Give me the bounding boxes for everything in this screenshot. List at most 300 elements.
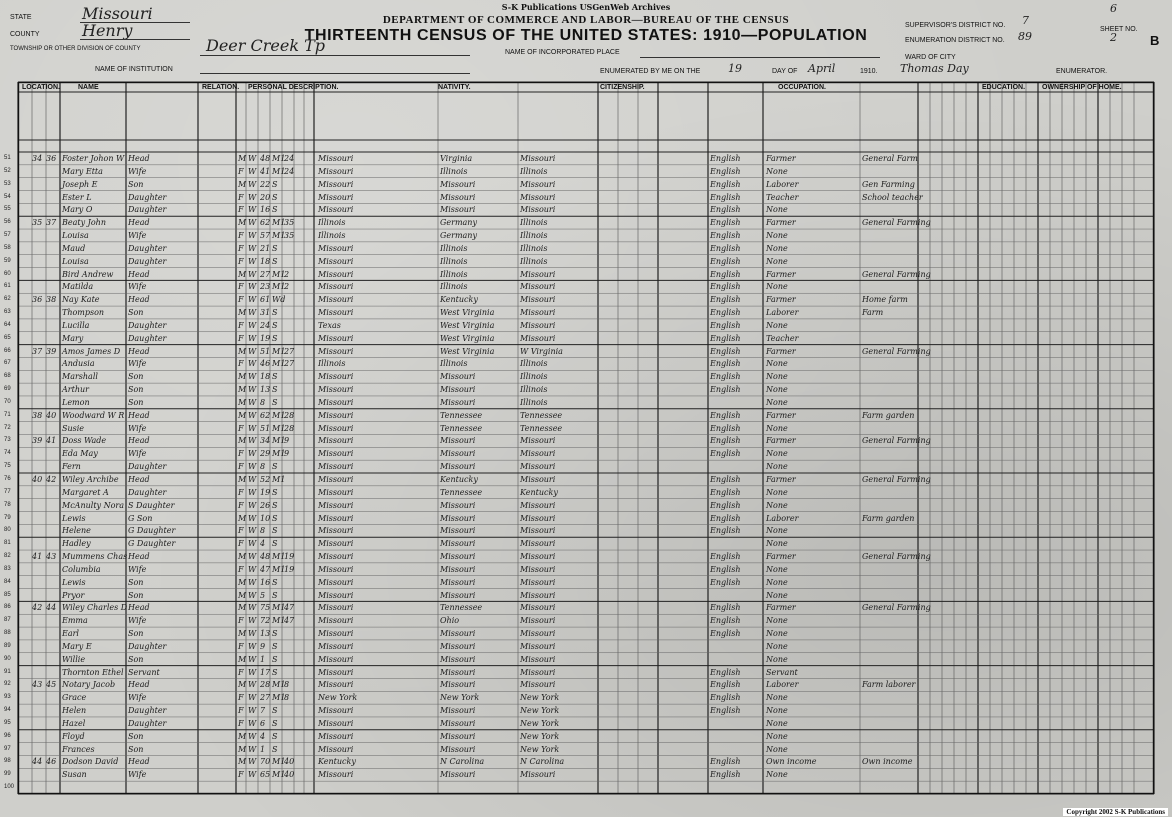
- cell-fbirth: Missouri: [440, 629, 476, 639]
- cell-lang: English: [710, 410, 741, 420]
- cell-mbirth: Illinois: [520, 218, 548, 228]
- cell-mbirth: New York: [520, 706, 560, 716]
- cell-name: Floyd: [62, 731, 85, 741]
- cell-ind: [862, 577, 918, 589]
- cell-ms: M1: [272, 475, 286, 484]
- cell-lang: English: [710, 154, 741, 163]
- cell-age: 34: [260, 436, 271, 446]
- cell-age: 27: [260, 269, 271, 279]
- cell-yrs: [284, 718, 296, 730]
- row-number: 69: [4, 386, 11, 393]
- cell-fam: [46, 615, 60, 627]
- cell-ind: [862, 654, 918, 666]
- cell-yrs: [284, 513, 296, 525]
- cell-race: W: [248, 295, 257, 305]
- cell-name: Woodward W R: [62, 410, 125, 420]
- cell-occ: None: [766, 449, 788, 459]
- cell-fam: [46, 654, 60, 666]
- cell-yrs: [284, 371, 296, 383]
- column-header: CITIZENSHIP.: [600, 84, 645, 91]
- cell-yrs: 27: [284, 346, 295, 356]
- cell-age: 47: [260, 564, 271, 574]
- cell-age: 20: [260, 192, 271, 202]
- cell-birth: Missouri: [318, 539, 354, 549]
- cell-dw: [32, 654, 46, 666]
- cell-age: 4: [260, 539, 266, 549]
- cell-mbirth: Missouri: [520, 475, 556, 484]
- cell-mbirth: Missouri: [520, 603, 556, 613]
- cell-rel: Son: [128, 577, 144, 587]
- cell-dw: 43: [32, 680, 43, 690]
- cell-rel: Head: [128, 154, 150, 163]
- cell-race: [248, 782, 258, 794]
- cell-mbirth: Missouri: [520, 539, 556, 549]
- cell-rel: Wife: [128, 166, 147, 176]
- cell-fam: 45: [46, 680, 57, 690]
- cell-age: 22: [260, 179, 271, 189]
- cell-occ: Farmer: [766, 269, 796, 279]
- cell-mbirth: Missouri: [520, 667, 556, 677]
- cell-birth: Missouri: [318, 205, 354, 215]
- cell-sex: M: [238, 269, 247, 279]
- cell-age: 26: [260, 500, 271, 510]
- cell-birth: Missouri: [318, 462, 354, 472]
- cell-fbirth: Missouri: [440, 192, 476, 202]
- cell-age: 23: [260, 282, 271, 292]
- cell-age: 48: [260, 154, 271, 163]
- cell-lang: English: [710, 487, 741, 497]
- cell-name: Thompson: [62, 308, 105, 318]
- cell-fam: [46, 500, 60, 512]
- cell-occ: Farmer: [766, 552, 796, 562]
- cell-age: 19: [260, 333, 271, 343]
- cell-occ: Teacher: [766, 333, 799, 343]
- cell-fbirth: Germany: [440, 218, 477, 228]
- cell-ind: [862, 615, 918, 627]
- cell-ms: M1: [272, 231, 286, 241]
- cell-occ: None: [766, 590, 788, 600]
- cell-occ: Farmer: [766, 603, 796, 613]
- row-number: 100: [4, 784, 15, 791]
- cell-fbirth: Missouri: [440, 513, 476, 523]
- cell-fbirth: Missouri: [440, 397, 476, 407]
- institution-label: NAME OF INSTITUTION: [95, 66, 173, 73]
- cell-age: 65: [260, 770, 271, 780]
- enumeration-district-label: ENUMERATION DISTRICT NO.: [905, 37, 1005, 44]
- cell-dw: [32, 166, 46, 178]
- cell-fbirth: Missouri: [440, 731, 476, 741]
- cell-fbirth: New York: [440, 693, 480, 703]
- cell-occ: None: [766, 500, 788, 510]
- cell-lang: English: [710, 616, 741, 626]
- cell-ind: General Farming: [862, 436, 931, 446]
- cell-ms: M1: [272, 680, 286, 690]
- cell-rel: S Daughter: [128, 500, 175, 510]
- cell-sex: F: [238, 295, 244, 305]
- cell-yrs: [284, 628, 296, 640]
- cell-occ: None: [766, 205, 788, 215]
- cell-dw: 35: [32, 218, 43, 228]
- cell-ind: [862, 333, 918, 345]
- cell-ms: S: [272, 487, 278, 497]
- cell-birth: Missouri: [318, 346, 354, 356]
- cell-age: 52: [260, 475, 271, 484]
- cell-birth: Missouri: [318, 744, 354, 754]
- cell-race: W: [248, 513, 257, 523]
- cell-fbirth: Virginia: [440, 154, 473, 163]
- cell-ms: S: [272, 308, 278, 318]
- cell-mbirth: Missouri: [520, 449, 556, 459]
- cell-fbirth: Germany: [440, 231, 477, 241]
- cell-birth: Missouri: [318, 269, 354, 279]
- cell-birth: Missouri: [318, 526, 354, 536]
- cell-lang: English: [710, 320, 741, 330]
- cell-dw: [32, 461, 46, 473]
- cell-fbirth: Illinois: [440, 269, 468, 279]
- cell-age: 57: [260, 231, 271, 241]
- cell-name: Thornton Ethel: [62, 667, 124, 677]
- cell-rel: Head: [128, 346, 150, 356]
- cell-birth: Missouri: [318, 333, 354, 343]
- cell-race: W: [248, 231, 257, 241]
- cell-lang: English: [710, 295, 741, 305]
- cell-race: W: [248, 192, 257, 202]
- cell-lang: [710, 782, 762, 794]
- cell-name: Amos James D: [62, 346, 121, 356]
- cell-age: 24: [260, 320, 271, 330]
- cell-birth: Missouri: [318, 372, 354, 382]
- cell-ind: [862, 371, 918, 383]
- cell-ms: M1: [272, 218, 286, 228]
- cell-yrs: 19: [284, 564, 295, 574]
- cell-race: W: [248, 629, 257, 639]
- cell-fbirth: West Virginia: [440, 333, 495, 343]
- cell-occ: Farmer: [766, 410, 796, 420]
- cell-yrs: [284, 307, 296, 319]
- cell-name: Nay Kate: [62, 295, 100, 305]
- cell-occ: None: [766, 243, 788, 253]
- cell-race: W: [248, 603, 257, 613]
- cell-fam: [46, 269, 60, 281]
- column-header: RELATION.: [202, 84, 240, 91]
- cell-age: 70: [260, 757, 271, 767]
- cell-rel: Head: [128, 757, 150, 767]
- cell-lang: English: [710, 359, 741, 369]
- cell-yrs: 24: [284, 166, 295, 176]
- cell-birth: Missouri: [318, 731, 354, 741]
- cell-age: 13: [260, 385, 271, 395]
- cell-ms: S: [272, 706, 278, 716]
- cell-yrs: 35: [284, 231, 295, 241]
- cell-rel: Son: [128, 179, 144, 189]
- cell-ms: S: [272, 372, 278, 382]
- cell-age: 8: [260, 526, 266, 536]
- ward-label: WARD OF CITY: [905, 54, 956, 61]
- cell-dw: 41: [32, 552, 43, 562]
- cell-lang: English: [710, 706, 741, 716]
- cell-yrs: 47: [284, 616, 295, 626]
- row-number: 73: [4, 437, 11, 444]
- cell-yrs: [284, 487, 296, 499]
- cell-mbirth: Missouri: [520, 680, 556, 690]
- supervisor-number: 7: [1022, 14, 1029, 27]
- row-number: 93: [4, 694, 11, 701]
- cell-sex: M: [238, 475, 247, 484]
- cell-ms: M1: [272, 166, 286, 176]
- cell-mbirth: Missouri: [520, 192, 556, 202]
- cell-yrs: 9: [284, 436, 290, 446]
- cell-rel: G Daughter: [128, 526, 176, 536]
- cell-fbirth: Missouri: [440, 385, 476, 395]
- cell-dw: [32, 269, 46, 281]
- cell-ind: Farm garden: [862, 513, 915, 523]
- cell-race: W: [248, 243, 257, 253]
- cell-dw: [32, 667, 46, 679]
- cell-sex: F: [238, 192, 244, 202]
- cell-sex: F: [238, 770, 244, 780]
- cell-dw: [32, 358, 46, 370]
- township-value: Deer Creek Tp: [206, 36, 326, 55]
- cell-dw: [32, 192, 46, 204]
- place-label: NAME OF INCORPORATED PLACE: [505, 49, 620, 56]
- sheet-number: 2: [1110, 31, 1117, 44]
- cell-ms: S: [272, 577, 278, 587]
- cell-ind: General Farming: [862, 475, 931, 484]
- row-number: 85: [4, 591, 11, 598]
- cell-ind: [862, 590, 918, 602]
- cell-rel: Wife: [128, 282, 147, 292]
- cell-age: 8: [260, 397, 266, 407]
- cell-occ: None: [766, 577, 788, 587]
- enumeration-year: 1910.: [860, 68, 878, 75]
- cell-mbirth: Illinois: [520, 166, 548, 176]
- cell-rel: Head: [128, 475, 150, 484]
- cell-mbirth: Missouri: [520, 616, 556, 626]
- cell-fam: 37: [46, 218, 57, 228]
- cell-fam: 39: [46, 346, 57, 356]
- cell-birth: Kentucky: [318, 757, 356, 767]
- cell-lang: English: [710, 385, 741, 395]
- cell-yrs: 47: [284, 603, 295, 613]
- cell-fam: [46, 166, 60, 178]
- cell-occ: None: [766, 616, 788, 626]
- cell-race: W: [248, 706, 257, 716]
- cell-fam: [46, 513, 60, 525]
- cell-rel: Son: [128, 372, 144, 382]
- cell-fbirth: Missouri: [440, 500, 476, 510]
- cell-fam: 36: [46, 154, 57, 163]
- cell-name: Ester L: [62, 192, 92, 202]
- cell-race: W: [248, 449, 257, 459]
- cell-name: Frances: [62, 744, 95, 754]
- cell-dw: 40: [32, 475, 43, 484]
- cell-occ: None: [766, 564, 788, 574]
- cell-birth: Missouri: [318, 423, 354, 433]
- cell-name: Hazel: [62, 718, 86, 728]
- cell-race: W: [248, 526, 257, 536]
- cell-yrs: [284, 243, 296, 255]
- cell-ind: [862, 500, 918, 512]
- cell-occ: Own income: [766, 757, 817, 767]
- cell-rel: Head: [128, 410, 150, 420]
- cell-rel: Daughter: [128, 192, 167, 202]
- cell-sex: M: [238, 179, 247, 189]
- cell-fbirth: Missouri: [440, 718, 476, 728]
- cell-rel: G Daughter: [128, 539, 176, 549]
- cell-mbirth: Illinois: [520, 256, 548, 266]
- cell-occ: Laborer: [766, 513, 799, 523]
- cell-birth: Missouri: [318, 680, 354, 690]
- cell-age: 4: [260, 731, 266, 741]
- cell-yrs: [284, 525, 296, 537]
- row-number: 57: [4, 232, 11, 239]
- row-number: 84: [4, 578, 11, 585]
- cell-age: 27: [260, 693, 271, 703]
- cell-mbirth: Missouri: [520, 269, 556, 279]
- row-number: 66: [4, 347, 11, 354]
- cell-yrs: 28: [284, 410, 295, 420]
- cell-name: Foster Johon W: [62, 154, 125, 163]
- cell-fbirth: Missouri: [440, 706, 476, 716]
- cell-mbirth: New York: [520, 693, 560, 703]
- row-number: 71: [4, 411, 11, 418]
- cell-rel: Son: [128, 308, 144, 318]
- cell-birth: New York: [318, 693, 358, 703]
- cell-age: [260, 782, 272, 794]
- cell-name: Mummens Chas: [62, 552, 128, 562]
- cell-occ: None: [766, 166, 788, 176]
- cell-race: W: [248, 179, 257, 189]
- cell-fbirth: Missouri: [440, 744, 476, 754]
- column-header: NATIVITY.: [438, 84, 471, 91]
- cell-sex: F: [238, 231, 244, 241]
- cell-fbirth: Tennessee: [440, 410, 483, 420]
- row-number: 94: [4, 707, 11, 714]
- cell-mbirth: Missouri: [520, 295, 556, 305]
- cell-birth: Missouri: [318, 552, 354, 562]
- cell-lang: [710, 590, 762, 602]
- cell-fam: [46, 333, 60, 345]
- cell-fam: [46, 718, 60, 730]
- cell-ind: [862, 397, 918, 409]
- cell-ind: General Farming: [862, 603, 931, 613]
- cell-fam: [46, 192, 60, 204]
- cell-occ: Laborer: [766, 680, 799, 690]
- cell-fam: [46, 281, 60, 293]
- cell-rel: Son: [128, 731, 144, 741]
- cell-ind: [862, 692, 918, 704]
- cell-ms: M1: [272, 757, 286, 767]
- cell-fam: [46, 641, 60, 653]
- cell-name: [62, 782, 126, 794]
- cell-age: 1: [260, 744, 266, 754]
- cell-name: Emma: [62, 616, 88, 626]
- cell-mbirth: Missouri: [520, 526, 556, 536]
- cell-rel: Son: [128, 590, 144, 600]
- cell-rel: Wife: [128, 423, 147, 433]
- cell-yrs: 40: [284, 757, 295, 767]
- cell-dw: [32, 525, 46, 537]
- cell-occ: None: [766, 641, 788, 651]
- cell-occ: Farmer: [766, 436, 796, 446]
- cell-ind: [862, 564, 918, 576]
- cell-age: 46: [260, 359, 271, 369]
- cell-fbirth: West Virginia: [440, 346, 495, 356]
- row-number: 51: [4, 155, 11, 161]
- cell-dw: [32, 769, 46, 781]
- cell-ms: Wd: [272, 295, 286, 305]
- cell-dw: [32, 333, 46, 345]
- place-line: [640, 57, 880, 58]
- cell-lang: English: [710, 423, 741, 433]
- cell-yrs: 9: [284, 449, 290, 459]
- row-number: 52: [4, 167, 11, 174]
- county-label: COUNTY: [10, 31, 40, 38]
- cell-birth: Missouri: [318, 179, 354, 189]
- cell-race: W: [248, 359, 257, 369]
- cell-birth: Missouri: [318, 654, 354, 664]
- cell-lang: English: [710, 282, 741, 292]
- cell-sex: F: [238, 706, 244, 716]
- cell-birth: Missouri: [318, 500, 354, 510]
- cell-sex: F: [238, 462, 244, 472]
- cell-name: Mary Etta: [62, 166, 103, 176]
- cell-rel: Daughter: [128, 487, 167, 497]
- enumerator-label: ENUMERATOR.: [1056, 68, 1108, 75]
- cell-fbirth: Tennessee: [440, 487, 483, 497]
- cell-rel: Wife: [128, 564, 147, 574]
- cell-ms: [272, 782, 284, 794]
- cell-dw: 39: [32, 436, 43, 446]
- cell-sex: M: [238, 372, 247, 382]
- cell-mbirth: Missouri: [520, 654, 556, 664]
- cell-fbirth: Missouri: [440, 641, 476, 651]
- cell-ind: [862, 538, 918, 550]
- cell-birth: Missouri: [318, 436, 354, 446]
- cell-birth: Missouri: [318, 603, 354, 613]
- cell-lang: English: [710, 372, 741, 382]
- cell-fam: [46, 538, 60, 550]
- cell-race: W: [248, 320, 257, 330]
- cell-ind: Farm garden: [862, 410, 915, 420]
- cell-fam: [46, 397, 60, 409]
- state-label: STATE: [10, 14, 32, 21]
- cell-occ: None: [766, 487, 788, 497]
- cell-occ: Farmer: [766, 218, 796, 228]
- cell-ind: [862, 782, 918, 794]
- row-number: 67: [4, 360, 11, 367]
- cell-fbirth: Missouri: [440, 654, 476, 664]
- cell-lang: English: [710, 680, 741, 690]
- row-number: 88: [4, 630, 11, 637]
- cell-ind: [862, 358, 918, 370]
- cell-fam: [46, 692, 60, 704]
- cell-dw: [32, 782, 46, 794]
- cell-sex: M: [238, 629, 247, 639]
- cell-birth: Missouri: [318, 397, 354, 407]
- cell-dw: [32, 577, 46, 589]
- cell-fbirth: Tennessee: [440, 423, 483, 433]
- cell-name: Columbia: [62, 564, 101, 574]
- column-header: PERSONAL DESCRIPTION.: [248, 84, 339, 91]
- institution-line: [200, 73, 470, 74]
- cell-occ: None: [766, 539, 788, 549]
- cell-ms: M1: [272, 449, 286, 459]
- cell-rel: [128, 782, 196, 794]
- cell-sex: F: [238, 616, 244, 626]
- cell-ms: M1: [272, 616, 286, 626]
- cell-sex: [238, 782, 248, 794]
